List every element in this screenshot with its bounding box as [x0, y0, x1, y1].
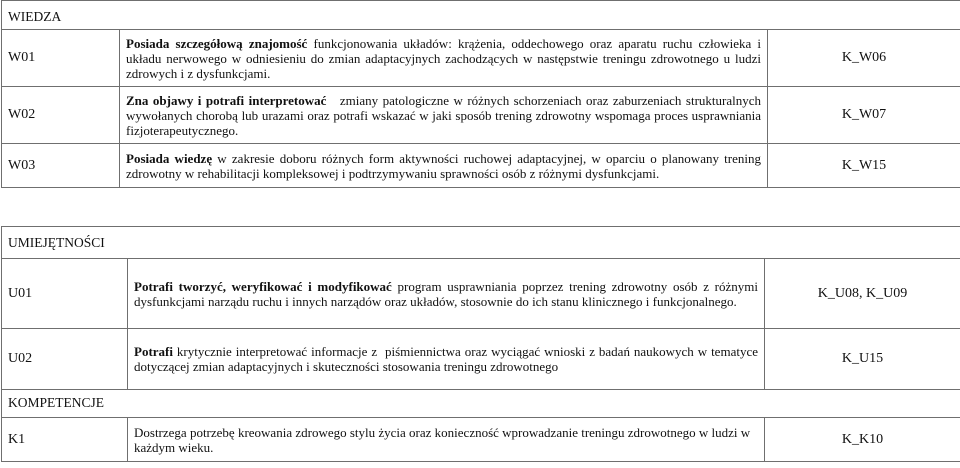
- code-w01: W01: [2, 30, 120, 87]
- wiedza-header: WIEDZA: [2, 1, 960, 30]
- description-w03-bold: Posiada wiedzę: [126, 150, 213, 166]
- description-u01: [128, 259, 765, 329]
- description-k1-text: Dostrzega potrzebę kreowania zdrowego stylu życia oraz konieczność wprowadzanie treningu zdrowotnego w ludzi w każdym wieku.: [134, 424, 751, 455]
- description-u02-bold: Potrafi: [134, 344, 173, 359]
- description-w02-bold: Zna objawy i potrafi interpretować: [126, 92, 327, 108]
- kompetencje-header: KOMPETENCJE: [2, 390, 960, 418]
- umiejetnosci-kompetencje-table: [1, 226, 960, 462]
- description-k1: [128, 418, 765, 462]
- ref-k1: K_K10: [765, 418, 960, 462]
- code-u02: U02: [2, 329, 128, 390]
- description-u02-text: krytycznie interpretować informacje z piśmiennictwa oraz wyciągać wnioski z badań naukowych w tematyce dotyczącej zmian adaptacyjnych i skuteczności stosowania treningu zdrowotnego: [134, 344, 762, 374]
- description-w03-text: w zakresie doboru różnych form aktywności ruchowej adaptacyjnej, w oparciu o planowany trening zdrowotny w rehabilitacji kompleksowej i podtrzymywaniu sprawności osób z różnymi dysfunkcjami.: [126, 150, 761, 181]
- ref-w02: K_W07: [768, 87, 960, 144]
- description-w02-text: zmiany patologiczne w różnych schorzeniach oraz zaburzeniach strukturalnych wywołanych chorobą lub urazami oraz potrafi wskazać w jaki sposób trening zdrowotny wspomaga proces usprawniania fizjoterapeutycznego.: [126, 92, 765, 138]
- code-w03: W03: [2, 144, 120, 188]
- description-u01-text: program usprawniania poprzez trening zdrowotny osób z różnymi dysfunkcjami narządu ruchu i innych narządów oraz układów, stosownie do ich stanu klinicznego i funkcjonalnego.: [134, 278, 758, 309]
- description-w03: [120, 144, 768, 188]
- description-u01-bold: Potrafi tworzyć, weryfikować i modyfikować: [134, 278, 392, 294]
- description-w01: [120, 30, 768, 87]
- wiedza-table: [1, 0, 960, 188]
- description-w02: [120, 87, 768, 144]
- ref-w01: K_W06: [768, 30, 960, 87]
- ref-w03: K_W15: [768, 144, 960, 188]
- ref-u01: K_U08, K_U09: [765, 259, 960, 329]
- description-w01-bold: Posiada szczegółową znajomość: [126, 36, 308, 51]
- code-w02: W02: [2, 87, 120, 144]
- code-u01: U01: [2, 259, 128, 329]
- code-k1: K1: [2, 418, 128, 462]
- description-w01-text: funkcjonowania układów: krążenia, oddechowego oraz aparatu ruchu człowieka i układu nerwowego w odniesieniu do zmian adaptacyjnych zachodzących w następstwie treningu zdrowotnego u ludzi zdrowych i z dysfunkcjami.: [126, 36, 762, 81]
- umiejetnosci-header: UMIEJĘTNOŚCI: [2, 227, 960, 259]
- ref-u02: K_U15: [765, 329, 960, 390]
- description-u02: [128, 329, 765, 390]
